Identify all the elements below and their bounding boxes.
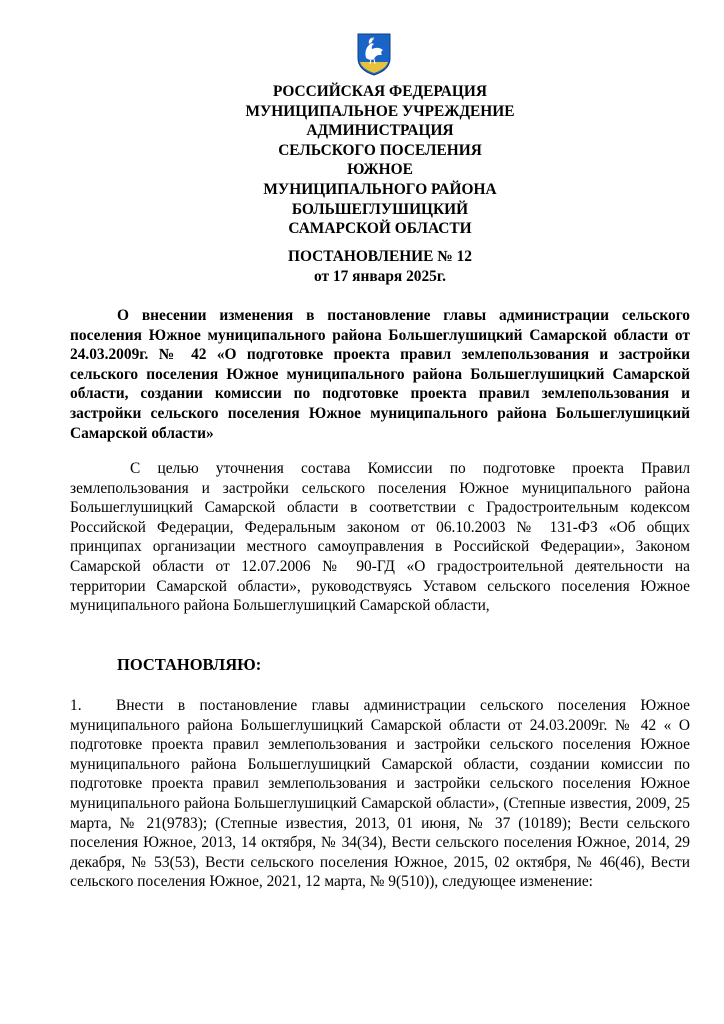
organization-header: [70, 82, 690, 239]
header-line: АДМИНИСТРАЦИЯ: [306, 122, 454, 140]
header-line: МУНИЦИПАЛЬНОГО РАЙОНА: [263, 180, 497, 198]
item-number: 1.: [70, 697, 82, 714]
header-line: МУНИЦИПАЛЬНОЕ УЧРЕЖДЕНИЕ: [245, 102, 515, 120]
samara-coat-of-arms-icon: [356, 32, 392, 76]
preamble-paragraph: С целью уточнения состава Комиссии по подготовке проекта Правил землепользования и застройки сельского поселения Южное муниципального района Большеглушицкий Самарской области в соответствии с Градостроительным кодексом Российской Федерации, Федеральным законом от 06.10.2003 № 131-ФЗ «Об общих принципах организации местного самоуправления в Российской Федерации», Законом Самарской области от 12.07.2006 № 90-ГД «О градостроительной деятельности на территории Самарской области», руководствуясь Уставом сельского поселения Южное муниципального района Большеглушицкий Самарской области,: [70, 460, 690, 615]
header-line: РОССИЙСКАЯ ФЕДЕРАЦИЯ: [273, 83, 487, 100]
header-line: БОЛЬШЕГЛУШИЦКИЙ: [291, 200, 469, 218]
decree-date: от 17 января 2025г.: [314, 267, 446, 285]
decree-title: ПОСТАНОВЛЕНИЕ № 12: [288, 248, 472, 265]
list-item: [70, 696, 690, 892]
header-line: САМАРСКОЙ ОБЛАСТИ: [288, 220, 472, 238]
header-line: СЕЛЬСКОГО ПОСЕЛЕНИЯ: [278, 141, 482, 159]
decree-subject: О внесении изменения в постановление главы администрации сельского поселения Южное муниципального района Большеглушицкий Самарской области от 24.03.2009г. № 42 «О подготовке проекта правил землепользования и застройки сельского поселения Южное муниципального района Большеглушицкий Самарской области, создании комиссии по подготовке проекта правил землепользования и застройки сельского поселения Южное муниципального района Большеглушицкий Самарской области»: [70, 307, 690, 442]
header-line: ЮЖНОЕ: [347, 161, 413, 179]
resolve-heading: ПОСТАНОВЛЯЮ:: [117, 655, 262, 674]
item-text: Внести в постановление главы администрации сельского поселения Южное муниципального района Большеглушицкий Самарской области от 24.03.2009г. № 42 « О подготовке проекта правил землепользования и застройки сельского поселения Южное муниципального района Большеглушицкий Самарской области, создании комиссии по подготовке проекта правил землепользования и застройки сельского поселения Южное муниципального района Большеглушицкий Самарской области», (Степные известия, 2009, 25 марта, № 21(9783); (Степные известия, 2013, 01 июня, № 37 (10189); Вести сельского поселения Южное, 2013, 14 октября, № 34(34), Вести сельского поселения Южное, 2014, 29 декабря, № 53(53), Вести сельского поселения Южное, 2015, 02 октября, № 46(46), Вести сельского поселения Южное, 2021, 12 марта, № 9(510)), следующее изменение:: [70, 697, 690, 891]
decree-heading: [70, 247, 690, 286]
